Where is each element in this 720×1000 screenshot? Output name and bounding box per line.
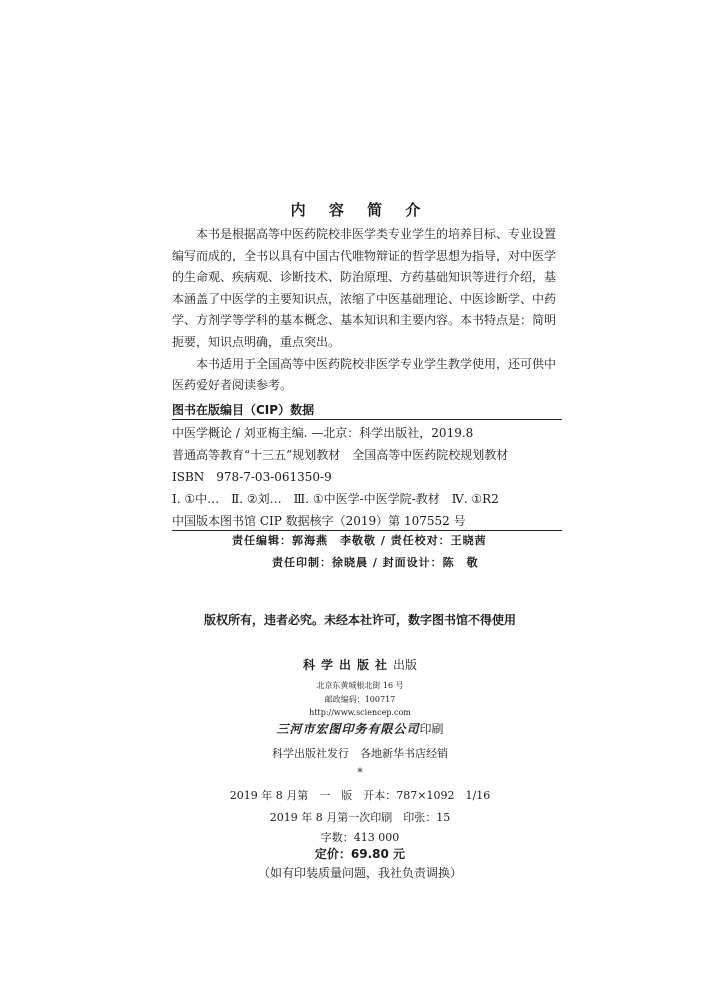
publisher-suffix: 出版: [393, 658, 418, 672]
distribution-line: 科学出版社发行 各地新华书店经销: [272, 747, 448, 760]
editor-credits: 责任编辑：郭海燕 李敬敬 / 责任校对：王晓茜: [232, 534, 487, 547]
printer-name: 三河市宏图印务有限公司: [276, 722, 420, 736]
cip-line: 普通高等教育“十三五”规划教材 全国高等中医药院校规划教材: [172, 448, 509, 462]
cip-line: ISBN 978-7-03-061350-9: [172, 470, 332, 484]
copyright-notice: 版权所有，违者必究。未经本社许可，数字图书馆不得使用: [203, 613, 516, 627]
word-count: 字数：413 000: [320, 831, 400, 844]
publisher-website: http://www.sciencep.com: [309, 708, 411, 717]
production-credits: 责任印制：徐晓晨 / 封面设计：陈 敬: [272, 556, 479, 569]
summary-text: [172, 224, 556, 397]
cip-top-rule: [172, 419, 562, 420]
summary-paragraph: 本书是根据高等中医药院校非医学类专业学生的培养目标、专业设置编写而成的，全书以具有中国古代唯物辩证的哲学思想为指导，对中医学的生命观、疾病观、诊断技术、防治原理、方药基础知识等进行介绍，基本涵盖了中医学的主要知识点，浓缩了中医基础理论、中医诊断学、中药学、方剂学等学科的基本概念、基本知识和主要内容。本书特点是：简明扼要，知识点明确，重点突出。: [172, 227, 557, 349]
publisher-line: [0, 656, 720, 673]
cip-line: 中国版本图书馆 CIP 数据核字（2019）第 107552 号: [172, 514, 466, 528]
price: 定价：69.80 元: [314, 847, 406, 861]
publisher-postcode: 邮政编码：100717: [324, 695, 396, 704]
printing-line: 2019 年 8 月第一次印刷 印张：15: [269, 811, 451, 824]
printer-suffix: 印刷: [419, 722, 444, 736]
cip-block: [172, 422, 562, 532]
separator: *: [357, 766, 363, 779]
cip-title: 图书在版编目（CIP）数据: [172, 403, 315, 417]
summary-heading: 内 容 简 介: [290, 201, 430, 219]
quality-notice: （如有印装质量问题，我社负责调换）: [257, 866, 462, 880]
edition-line: 2019 年 8 月第 一 版 开本：787×1092 1/16: [229, 789, 491, 802]
cip-line: Ⅰ. ①中… Ⅱ. ②刘… Ⅲ. ①中医学-中医学院-教材 Ⅳ. ①R2: [172, 492, 499, 506]
publisher-address: 北京东黄城根北街 16 号: [316, 681, 404, 690]
publisher-name: 科学出版社: [302, 658, 393, 672]
cip-bottom-rule: [172, 530, 562, 531]
summary-paragraph: 本书适用于全国高等中医药院校非医学专业学生教学使用，还可供中医药爱好者阅读参考。: [172, 356, 557, 393]
printer-line: [0, 720, 720, 737]
cip-line: 中医学概论 / 刘亚梅主编. —北京：科学出版社，2019.8: [172, 426, 474, 440]
